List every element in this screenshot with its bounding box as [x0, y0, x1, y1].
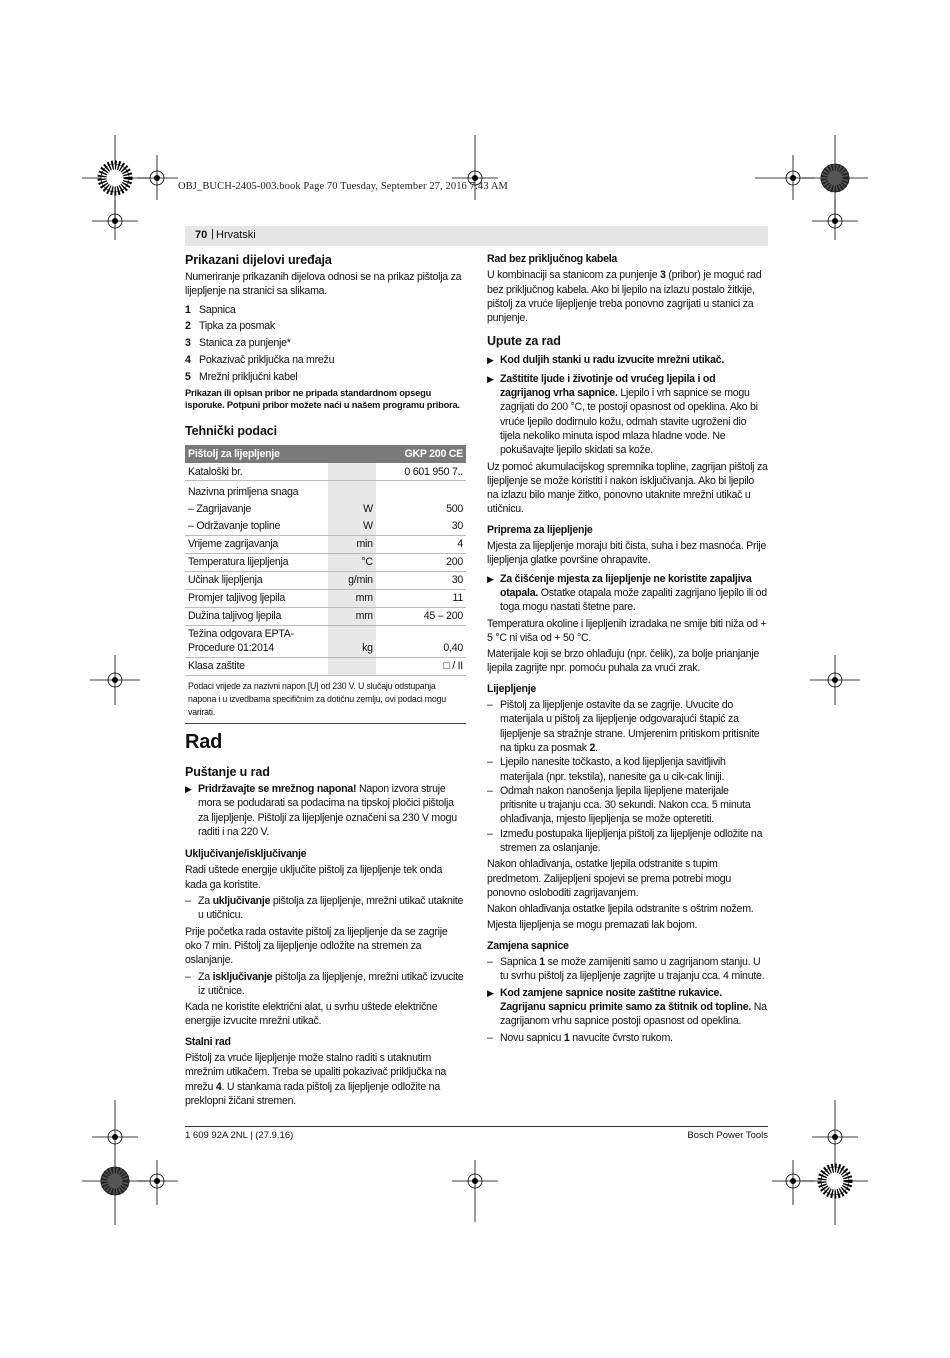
table-header-model: GKP 200 CE: [376, 445, 466, 463]
page-footer: [185, 1126, 768, 1141]
table-row: Klasa zaštite □ / II: [185, 657, 466, 675]
section-title-switching: Uključivanje/isključivanje: [185, 848, 307, 861]
dash-item: – Novu sapnicu 1 navucite čvrsto rukom.: [487, 1031, 673, 1044]
print-header-line: OBJ_BUCH-2405-003.book Page 70 Tuesday, September 27, 2016 7:43 AM: [178, 181, 508, 192]
triangle-bullet-icon: ▶: [185, 783, 192, 794]
table-row: Težina odgovara EPTA-Procedure 01:2014 kg 0,40: [185, 625, 466, 657]
page-number: 70: [195, 229, 208, 241]
table-row: Kataloški br. 0 601 950 7..: [185, 463, 466, 481]
footer-doc-number: 1 609 92A 2NL | (27.9.16): [185, 1130, 294, 1141]
table-row: – Zagrijavanje W 500: [185, 501, 466, 518]
paragraph: Pištolj za vruće lijepljenje može stalno raditi s utaknutim mrežnim utikačem. Treba se upaliti pokazivač priključka na mrežu 4. U stankama rada pištolj za lijepljenje odložite na preklopni žičani stremen.: [185, 1052, 447, 1107]
dash-item: – Pištolj za lijepljenje ostavite da se zagrije. Uvucite do materijala u pištolj za lijepljenje odgovarajući štapić za lijepljenje sa stražnje strane. Umjerenim pritiskom pritisnite na tipku za posmak 2.: [487, 699, 760, 754]
page-language: Hrvatski: [216, 229, 256, 241]
parts-intro: Numeriranje prikazanih dijelova odnosi se na prikaz pištolja za lijepljenje na stranici sa slikama.: [185, 271, 462, 298]
list-item: 1 Sapnica: [185, 303, 236, 316]
left-column: [185, 252, 466, 1108]
list-item: 5 Mrežni priključni kabel: [185, 370, 298, 383]
warning-gloves: ▶ Kod zamjene sapnice nosite zaštitne rukavice. Zagrijanu sapnicu primite samo za štitnik od topline. Na zagrijanom vrhu sapnice postoji opasnost od opeklina.: [487, 986, 767, 1028]
paragraph: Radi uštede energije uključite pištolj za lijepljenje tek onda kada ga koristite.: [185, 864, 443, 891]
dash-item: – Između postupaka lijepljenja pištolj za lijepljenje odložite na stremen za oslanjanje.: [487, 827, 763, 854]
dash-item: – Sapnica 1 se može zamijeniti samo u zagrijanom stanju. U tu svrhu pištolj za lijepljenje zagrijte u trajanju cca. 4 minute.: [487, 956, 765, 983]
list-item: 2 Tipka za posmak: [185, 320, 275, 333]
table-row: Vrijeme zagrijavanja min 4: [185, 535, 466, 553]
paragraph: U kombinaciji sa stanicom za punjenje 3 (pribor) je moguć rad bez priključnog kabela. Ako bi ljepilo na izlazu postalo žitkije, pištolj za vruće lijepljenje treba ponovno zagrijati u stanici za punjenje.: [487, 269, 762, 325]
triangle-bullet-icon: ▶: [487, 355, 494, 366]
triangle-bullet-icon: ▶: [487, 987, 494, 998]
dash-item: – Za uključivanje pištolja za lijepljenje, mrežni utikač utaknite u utičnicu.: [185, 895, 464, 922]
list-item: 4 Pokazivač priključka na mrežu: [185, 353, 335, 366]
list-item: 3 Stanica za punjenje*: [185, 337, 291, 350]
section-title-continuous: Stalni rad: [185, 1035, 231, 1048]
page-header-separator: |: [211, 228, 214, 240]
warning-unplug: ▶ Kod duljih stanki u radu izvucite mrežni utikač.: [487, 354, 725, 367]
section-title-tech-data: Tehnički podaci: [185, 424, 278, 439]
dash-item: – Za isključivanje pištolja za lijepljenje, mrežni utikač izvucite iz utičnice.: [185, 970, 464, 997]
table-header-product: Pištolj za lijepljenje: [185, 445, 376, 463]
page-header-bar: [185, 226, 768, 246]
table-row: – Održavanje topline W 30: [185, 518, 466, 536]
paragraph: Nakon ohlađivanja, ostatke ljepila odstranite s tupim predmetom. Zalijepljeni spojevi se prema potrebi mogu ponovno osloboditi zagrijavanjem.: [487, 858, 732, 899]
right-column: [487, 252, 768, 1045]
warning-hot-glue: ▶ Zaštitite ljude i životinje od vrućeg ljepila i od zagrijanog vrha sapnice. Ljepilo i vrh sapnice se mogu zagrijati do 200 °C, te postoji opasnost od opeklina. Ako bi vruće ljepilo dodirnulo kožu, odmah stavite ugroženi dio tijela nekoliko minuta ispod mlaza hladne vode. Ne pokušavajte ljepilo skidati sa kože.: [487, 372, 758, 457]
table-row: Nazivna primljena snaga: [185, 481, 466, 501]
table-row: Temperatura lijepljenja °C 200: [185, 553, 466, 571]
accessory-note: Prikazan ili opisan pribor ne pripada standardnom opsegu isporuke. Potpuni pribor možete naći u našem programu pribora.: [185, 387, 460, 410]
paragraph: Mjesta lijepljenja se mogu premazati lak bojom.: [487, 919, 698, 932]
section-title-preparation: Priprema za lijepljenje: [487, 523, 593, 536]
table-row: Dužina taljivog ljepila mm 45 – 200: [185, 607, 466, 625]
footer-brand: Bosch Power Tools: [687, 1130, 768, 1141]
dash-item: – Odmah nakon nanošenja ljepila lijepljene materijale pritisnite u trajanju cca. 30 sekundi. Nakon cca. 5 minuta ohlađivanja, mjesto lijepljenja se može opteretiti.: [487, 784, 751, 826]
section-title-nozzle: Zamjena sapnice: [487, 939, 569, 952]
tech-data-table: [185, 445, 466, 676]
table-note: Podaci vrijede za nazivni napon [U] od 230 V. U slučaju odstupanja napona i u izvedbama specifičnim za dotičnu zemlju, ovi podaci mogu varirati.: [185, 676, 466, 724]
section-title-startup: Puštanje u rad: [185, 764, 270, 779]
table-row: Učinak lijepljenja g/min 30: [185, 571, 466, 589]
triangle-bullet-icon: ▶: [487, 573, 494, 584]
table-row: Promjer taljivog ljepila mm 11: [185, 589, 466, 607]
paragraph: Materijale koji se brzo ohlađuju (npr. čelik), za bolje prianjanje ljepila zagrijte npr. pomoću puhala za vrući zrak.: [487, 648, 760, 675]
warning-mains-voltage: ▶ Pridržavajte se mrežnog napona! Napon izvora struje mora se podudarati sa podacima na tipskoj pločici pištolja za lijepljenje. Pištolji za lijepljenje označeni sa 230 V mogu raditi i na 220 V.: [185, 782, 457, 838]
paragraph: Temperatura okoline i lijepljenih izradaka ne smije biti niža od + 5 °C ni viša od + 50 °C.: [487, 617, 767, 644]
dash-item: – Ljepilo nanesite točkasto, a kod lijepljenja savitljivih materijala (npr. tekstila), nanesite ga u cik-cak liniji.: [487, 756, 726, 783]
parts-list: [185, 303, 466, 384]
paragraph: Nakon ohlađivanja ostatke ljepila odstranite s oštrim nožem.: [487, 903, 754, 916]
paragraph: Uz pomoć akumulacijskog spremnika topline, zagrijan pištolj za lijepljenje se može koristiti i nakon isključivanja. Ako bi ljepilo na izlazu bilo manje žitko, ponovno utaknite mrežni utikač u utičnicu.: [487, 460, 768, 516]
section-title-cordless: Rad bez priključnog kabela: [487, 253, 618, 265]
section-title-parts: Prikazani dijelovi uređaja: [185, 253, 332, 267]
section-title-gluing: Lijepljenje: [487, 682, 537, 695]
paragraph: Prije početka rada ostavite pištolj za lijepljenje da se zagrije oko 7 min. Pištolj za lijepljenje odložite na stremen za oslanjanje.: [185, 925, 448, 967]
paragraph: Kada ne koristite električni alat, u svrhu uštede električne energije izvucite mrežni utikač.: [185, 1001, 438, 1028]
section-title-instructions: Upute za rad: [487, 334, 561, 349]
triangle-bullet-icon: ▶: [487, 373, 494, 384]
paragraph: Mjesta za lijepljenje moraju biti čista, suha i bez masnoća. Prije lijepljenja glatke površine ohrapavite.: [487, 540, 767, 567]
warning-solvents: ▶ Za čišćenje mjesta za lijepljenje ne koristite zapaljiva otapala. Ostatke otapala može zapaliti zagrijano ljepilo ili od toga mogu nastati štetne pare.: [487, 572, 767, 614]
chapter-title-rad: Rad: [185, 730, 223, 753]
